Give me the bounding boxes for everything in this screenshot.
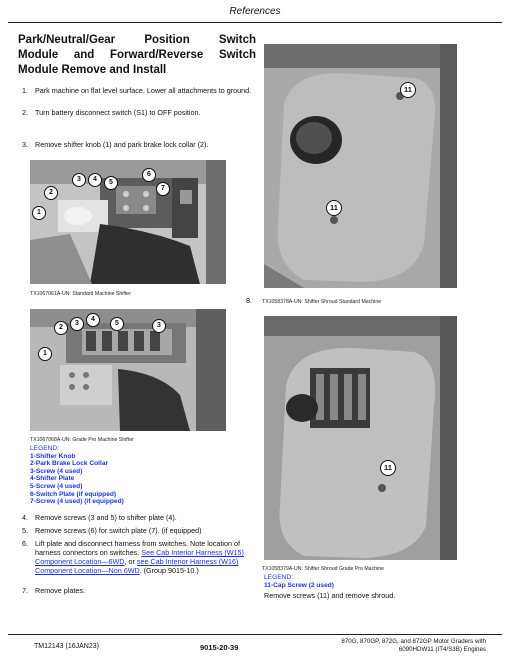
legend-item: 2-Park Brake Lock Collar: [30, 460, 109, 468]
callout-11: 11: [400, 82, 416, 98]
step-text: [35, 539, 253, 575]
shroud-standard-photo: [264, 44, 457, 288]
cab-harness-w15-link[interactable]: See Cab Interior Harness (W15) Component Location—6WD: [35, 548, 244, 566]
grade-pro-shifter-photo: [30, 309, 226, 431]
step-number: 3.: [22, 140, 28, 149]
callout-4: 4: [88, 173, 102, 187]
callout-5: 5: [110, 317, 124, 331]
shroud-standard-illustration: [264, 44, 457, 288]
callout-11: 11: [380, 460, 396, 476]
step-number: 2.: [22, 108, 28, 117]
cab-harness-w16-link[interactable]: see Cab Interior Harness (W16) Component Location—Non 6WD: [35, 557, 239, 575]
footer-models-line: 870G, 870GP, 872G, and 872GP Motor Graders with: [341, 638, 486, 645]
footer-engines-line: 6090HDW11 (IT4/S3B) Engines: [398, 645, 486, 653]
legend-item: 6-Switch Plate (if equipped): [30, 490, 117, 498]
step-text: Remove plates.: [35, 586, 85, 595]
legend-heading: LEGEND:: [264, 574, 293, 581]
section-title-line-3: Module Remove and Install: [18, 64, 167, 76]
running-header: References: [229, 6, 281, 17]
section-title-line-1: Park/Neutral/Gear Position Switch: [18, 34, 256, 46]
step-number: 4.: [22, 513, 28, 522]
step-text-part: Lift plate and disconnect harness from switches. Note location of harness connectors on switches.: [35, 539, 240, 557]
section-title-line-2: Module and Forward/Reverse Switch: [18, 49, 256, 61]
legend-item: 5-Screw (4 used): [30, 482, 83, 490]
step-number: 6.: [22, 539, 28, 548]
step-7: [22, 586, 254, 596]
shroud-grade-pro-illustration: [264, 316, 457, 560]
callout-3: 3: [72, 173, 86, 187]
callout-1: 1: [38, 347, 52, 361]
legend-item: 4-Shifter Plate: [30, 475, 75, 483]
figure-caption: TX1058378A-UN: Shifter Shroud Standard Machine: [262, 299, 382, 305]
step-number: 1.: [22, 86, 28, 95]
step-number: 5.: [22, 526, 28, 535]
header-rule: [8, 22, 502, 23]
footer-rule: [8, 634, 502, 635]
legend-item: 1-Shifter Knob: [30, 452, 76, 460]
callout-7: 7: [156, 182, 170, 196]
step-3: [22, 140, 254, 150]
figure-caption: TX1067068A-UN: Grade Pro Machine Shifter: [30, 437, 134, 443]
step-8-number: 8.: [246, 296, 252, 305]
callout-11: 11: [326, 200, 342, 216]
step-1: [22, 86, 254, 106]
figure-caption: TX1058379A-UN: Shifter Shroud Grade Pro Machine: [262, 566, 384, 572]
legend-item: 3-Screw (4 used): [30, 467, 83, 475]
step-text: Turn battery disconnect switch (S1) to OFF position.: [35, 108, 201, 117]
callout-3: 3: [152, 319, 166, 333]
callout-2: 1: [32, 206, 46, 220]
callout-2: 2: [54, 321, 68, 335]
step-number: 7.: [22, 586, 28, 595]
figure-caption: TX1067061A-UN: Standard Machine Shifter: [30, 291, 131, 297]
callout-4: 4: [86, 313, 100, 327]
page-number: 9015-20-39: [200, 643, 239, 652]
standard-shifter-illustration: [30, 160, 226, 284]
step-text: Remove shifter knob (1) and park brake lock collar (2).: [35, 140, 209, 149]
legend-shifter: [30, 445, 124, 506]
legend-item: 11-Cap Screw (2 used): [264, 581, 334, 589]
step-4: [22, 513, 254, 523]
step-6: [22, 539, 254, 583]
legend-item: 7-Screw (4 used) (if equipped): [30, 498, 124, 506]
callout-5: 5: [104, 176, 118, 190]
step-text: Park machine on flat level surface. Lower all attachments to ground.: [35, 86, 252, 95]
document-number: TM12143 (16JAN23): [34, 643, 99, 650]
callout-1: 2: [44, 186, 58, 200]
step-5: [22, 526, 254, 536]
callout-6: 6: [142, 168, 156, 182]
legend-shroud: [264, 574, 334, 589]
section-title: [18, 33, 256, 78]
legend-heading: LEGEND:: [30, 445, 59, 452]
step-text: Remove screws (3 and 5) to shifter plate (4).: [35, 513, 177, 522]
step-text-part: . (Group 9015-10.): [139, 566, 199, 575]
standard-shifter-photo: [30, 160, 226, 284]
step-8-text: Remove screws (11) and remove shroud.: [264, 591, 396, 600]
step-2: [22, 108, 254, 118]
shroud-grade-pro-photo: [264, 316, 457, 560]
callout-3: 3: [70, 317, 84, 331]
step-text-part: , or: [124, 557, 135, 566]
step-text: Remove screws (6) for switch plate (7). (if equipped): [35, 526, 202, 535]
footer-models: [341, 638, 486, 653]
